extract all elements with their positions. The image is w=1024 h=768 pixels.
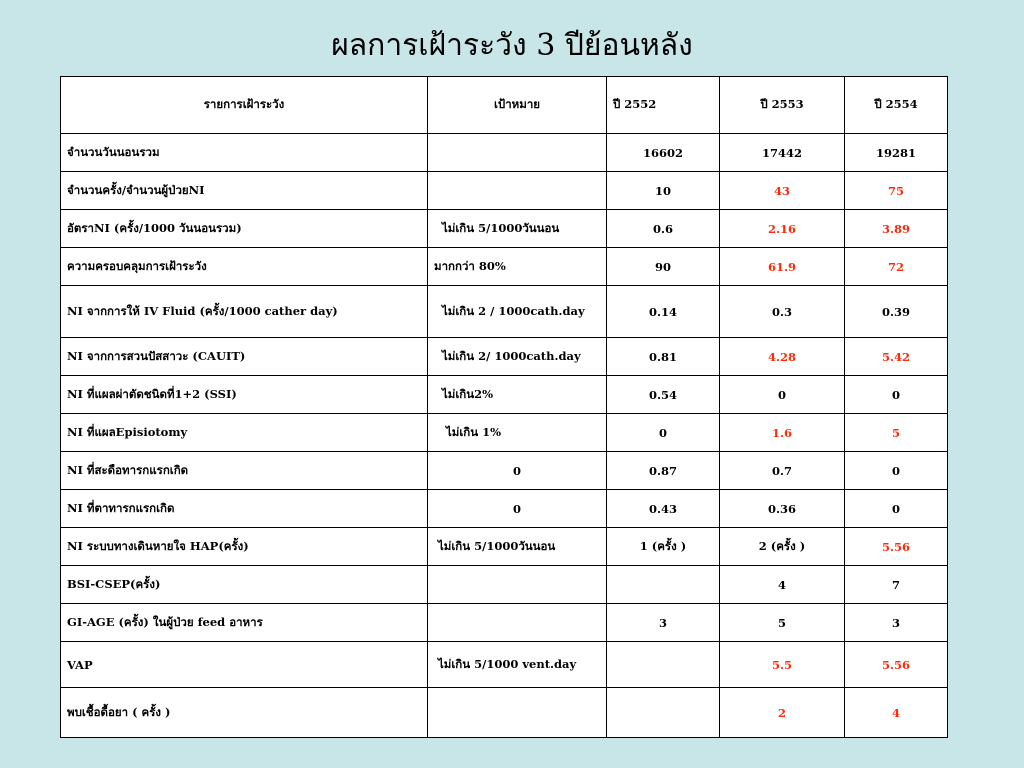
- row-target-cell: [428, 566, 607, 604]
- row-year-2554-cell: 5: [845, 414, 948, 452]
- row-year-2552-cell: 16602: [607, 134, 720, 172]
- row-item-cell: NI จากการสวนปัสสาวะ (CAUIT): [61, 338, 428, 376]
- row-year-2552-cell: 0.87: [607, 452, 720, 490]
- row-year-2553-cell: 1.6: [720, 414, 845, 452]
- row-year-2553-cell: 4.28: [720, 338, 845, 376]
- row-year-2553-cell: 5: [720, 604, 845, 642]
- row-year-2554-cell: 5.56: [845, 642, 948, 688]
- table-row: [61, 528, 948, 566]
- row-target-cell: [428, 134, 607, 172]
- row-year-2553-cell: 4: [720, 566, 845, 604]
- row-year-2553-cell: 0: [720, 376, 845, 414]
- header-year-2552: ปี 2552: [607, 77, 720, 134]
- row-item-cell: จำนวนครั้ง/จำนวนผู้ป่วยNI: [61, 172, 428, 210]
- row-year-2552-cell: 0: [607, 414, 720, 452]
- row-item-cell: NI จากการให้ IV Fluid (ครั้ง/1000 cather day): [61, 286, 428, 338]
- row-target-cell: ไม่เกิน 2 / 1000cath.day: [428, 286, 607, 338]
- header-year-2553: ปี 2553: [720, 77, 845, 134]
- table-header-row: [61, 77, 948, 134]
- row-target-cell: ไม่เกิน 5/1000วันนอน: [428, 528, 607, 566]
- row-item-cell: พบเชื้อดื้อยา ( ครั้ง ): [61, 688, 428, 738]
- header-year-2554: ปี 2554: [845, 77, 948, 134]
- row-year-2554-cell: 4: [845, 688, 948, 738]
- row-target-cell: ไม่เกิน 2/ 1000cath.day: [428, 338, 607, 376]
- row-year-2552-cell: 1 (ครั้ง ): [607, 528, 720, 566]
- table-row: [61, 134, 948, 172]
- row-year-2552-cell: 0.43: [607, 490, 720, 528]
- row-year-2553-cell: 2 (ครั้ง ): [720, 528, 845, 566]
- row-year-2552-cell: 0.14: [607, 286, 720, 338]
- row-year-2553-cell: 5.5: [720, 642, 845, 688]
- row-year-2552-cell: 0.6: [607, 210, 720, 248]
- row-target-cell: 0: [428, 490, 607, 528]
- surveillance-table: [60, 76, 948, 738]
- table-row: [61, 248, 948, 286]
- header-item: รายการเฝ้าระวัง: [61, 77, 428, 134]
- row-year-2554-cell: 72: [845, 248, 948, 286]
- row-target-cell: ไม่เกิน 5/1000วันนอน: [428, 210, 607, 248]
- table-row: [61, 286, 948, 338]
- row-item-cell: NI ที่แผลผ่าตัดชนิดที่1+2 (SSI): [61, 376, 428, 414]
- table-row: [61, 338, 948, 376]
- table-body: [61, 134, 948, 738]
- row-year-2554-cell: 75: [845, 172, 948, 210]
- row-year-2552-cell: 0.81: [607, 338, 720, 376]
- table-row: [61, 642, 948, 688]
- row-item-cell: VAP: [61, 642, 428, 688]
- surveillance-table-container: [60, 76, 948, 738]
- table-row: [61, 452, 948, 490]
- row-year-2553-cell: 0.36: [720, 490, 845, 528]
- table-row: [61, 376, 948, 414]
- row-year-2552-cell: 0.54: [607, 376, 720, 414]
- row-target-cell: 0: [428, 452, 607, 490]
- row-year-2554-cell: 7: [845, 566, 948, 604]
- table-row: [61, 688, 948, 738]
- row-year-2554-cell: 5.56: [845, 528, 948, 566]
- row-year-2554-cell: 5.42: [845, 338, 948, 376]
- row-item-cell: BSI-CSEP(ครั้ง): [61, 566, 428, 604]
- table-row: [61, 566, 948, 604]
- row-year-2553-cell: 0.3: [720, 286, 845, 338]
- row-item-cell: GI-AGE (ครั้ง) ในผู้ป่วย feed อาหาร: [61, 604, 428, 642]
- row-item-cell: NI ระบบทางเดินหายใจ HAP(ครั้ง): [61, 528, 428, 566]
- row-target-cell: ไม่เกิน2%: [428, 376, 607, 414]
- row-year-2554-cell: 0.39: [845, 286, 948, 338]
- row-year-2553-cell: 0.7: [720, 452, 845, 490]
- row-target-cell: [428, 604, 607, 642]
- row-year-2554-cell: 19281: [845, 134, 948, 172]
- table-row: [61, 490, 948, 528]
- table-row: [61, 210, 948, 248]
- table-row: [61, 604, 948, 642]
- row-item-cell: ความครอบคลุมการเฝ้าระวัง: [61, 248, 428, 286]
- row-year-2553-cell: 17442: [720, 134, 845, 172]
- row-year-2553-cell: 43: [720, 172, 845, 210]
- row-item-cell: จำนวนวันนอนรวม: [61, 134, 428, 172]
- row-year-2554-cell: 0: [845, 452, 948, 490]
- table-row: [61, 172, 948, 210]
- row-year-2552-cell: [607, 642, 720, 688]
- row-year-2554-cell: 3.89: [845, 210, 948, 248]
- row-year-2553-cell: 2.16: [720, 210, 845, 248]
- row-year-2554-cell: 3: [845, 604, 948, 642]
- row-target-cell: [428, 172, 607, 210]
- row-year-2552-cell: [607, 566, 720, 604]
- row-item-cell: NI ที่ตาทารกแรกเกิด: [61, 490, 428, 528]
- header-target: เป้าหมาย: [428, 77, 607, 134]
- row-year-2552-cell: 90: [607, 248, 720, 286]
- row-item-cell: NI ที่แผลEpisiotomy: [61, 414, 428, 452]
- row-year-2552-cell: 10: [607, 172, 720, 210]
- row-year-2552-cell: [607, 688, 720, 738]
- row-target-cell: มากกว่า 80%: [428, 248, 607, 286]
- row-target-cell: [428, 688, 607, 738]
- table-row: [61, 414, 948, 452]
- row-item-cell: อัตราNI (ครั้ง/1000 วันนอนรวม): [61, 210, 428, 248]
- row-year-2554-cell: 0: [845, 490, 948, 528]
- row-target-cell: ไม่เกิน 1%: [428, 414, 607, 452]
- row-item-cell: NI ที่สะดือทารกแรกเกิด: [61, 452, 428, 490]
- row-target-cell: ไม่เกิน 5/1000 vent.day: [428, 642, 607, 688]
- page-title: ผลการเฝ้าระวัง 3 ปีย้อนหลัง: [331, 28, 693, 63]
- row-year-2553-cell: 61.9: [720, 248, 845, 286]
- row-year-2553-cell: 2: [720, 688, 845, 738]
- row-year-2552-cell: 3: [607, 604, 720, 642]
- row-year-2554-cell: 0: [845, 376, 948, 414]
